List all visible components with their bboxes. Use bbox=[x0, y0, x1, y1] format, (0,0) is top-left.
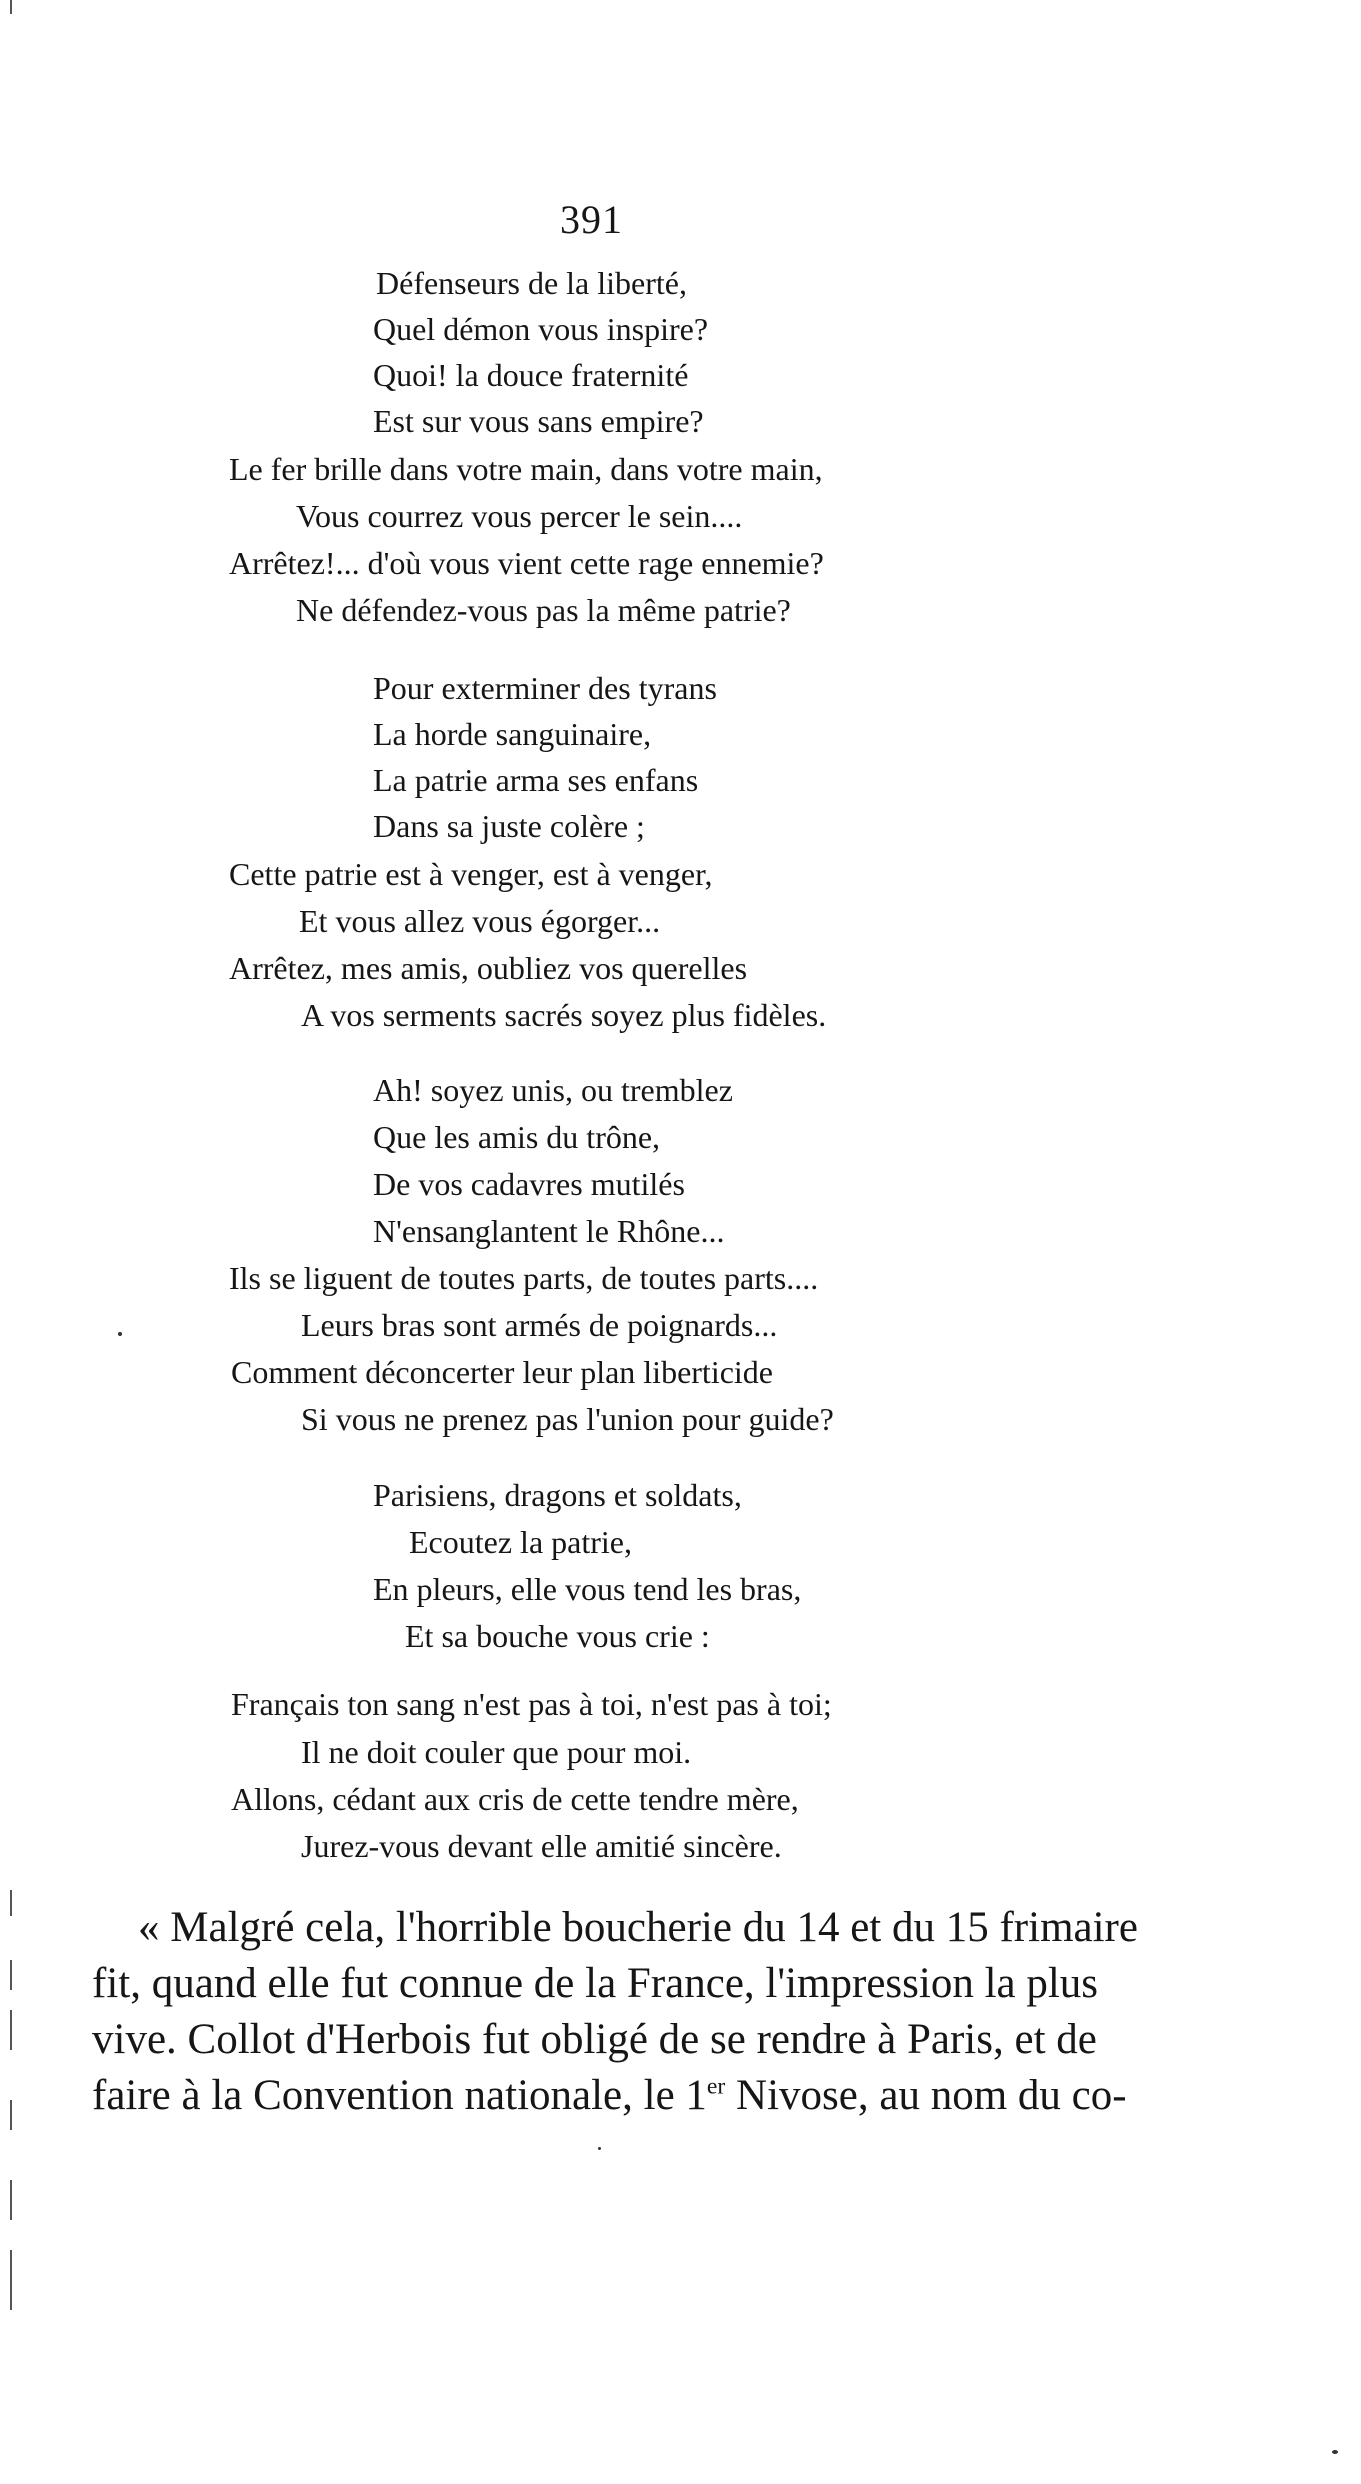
verse-line: La patrie arma ses enfans bbox=[373, 762, 699, 798]
verse-line: A vos serments sacrés soyez plus fidèles. bbox=[301, 997, 827, 1033]
verse-line: Vous courrez vous percer le sein.... bbox=[296, 498, 743, 534]
prose-line: fit, quand elle fut connue de la France, l'impression la plus bbox=[92, 1960, 1099, 2007]
verse-line: Le fer brille dans votre main, dans votre main, bbox=[229, 451, 823, 487]
verse-line: Comment déconcerter leur plan liberticide bbox=[231, 1354, 773, 1390]
verse-line: Parisiens, dragons et soldats, bbox=[373, 1477, 742, 1513]
scan-margin-mark bbox=[10, 2100, 12, 2130]
verse-line: Cette patrie est à venger, est à venger, bbox=[229, 856, 713, 892]
verse-line: Jurez-vous devant elle amitié sincère. bbox=[301, 1828, 782, 1864]
scan-margin-mark bbox=[10, 1960, 12, 1990]
prose-text: Nivose, au nom du co- bbox=[725, 2072, 1127, 2119]
verse-line: Et sa bouche vous crie : bbox=[405, 1618, 710, 1654]
scan-margin-mark bbox=[10, 2180, 12, 2220]
verse-line: Leurs bras sont armés de poignards... bbox=[301, 1307, 778, 1343]
scan-speck bbox=[598, 2147, 601, 2150]
verse-line: N'ensanglantent le Rhône... bbox=[373, 1213, 725, 1249]
verse-line: Et vous allez vous égorger... bbox=[299, 903, 661, 939]
verse-line: Il ne doit couler que pour moi. bbox=[301, 1734, 692, 1770]
verse-line: Si vous ne prenez pas l'union pour guide? bbox=[301, 1401, 834, 1437]
prose-text: faire à la Convention nationale, le 1 bbox=[92, 2072, 707, 2119]
verse-line: Arrêtez!... d'où vous vient cette rage ennemie? bbox=[229, 545, 824, 581]
ordinal-superscript: er bbox=[706, 2073, 726, 2100]
verse-line: Défenseurs de la liberté, bbox=[376, 265, 687, 301]
verse-line: Dans sa juste colère ; bbox=[373, 808, 645, 844]
scan-margin-mark bbox=[10, 0, 12, 14]
verse-line: Quoi! la douce fraternité bbox=[373, 357, 689, 393]
scan-margin-mark bbox=[10, 2010, 12, 2050]
verse-line: Ecoutez la patrie, bbox=[409, 1524, 632, 1560]
prose-line: « Malgré cela, l'horrible boucherie du 14 et du 15 frimaire bbox=[138, 1904, 1138, 1951]
verse-line: La horde sanguinaire, bbox=[373, 716, 652, 752]
verse-line: Ah! soyez unis, ou tremblez bbox=[373, 1072, 733, 1108]
prose-line: vive. Collot d'Herbois fut obligé de se rendre à Paris, et de bbox=[92, 2016, 1097, 2063]
scan-speck bbox=[1332, 2450, 1338, 2454]
prose-line bbox=[92, 2068, 1127, 2124]
scan-speck bbox=[118, 1332, 122, 1336]
verse-line: Que les amis du trône, bbox=[373, 1119, 661, 1155]
verse-line: Est sur vous sans empire? bbox=[373, 403, 704, 439]
verse-line: Arrêtez, mes amis, oubliez vos querelles bbox=[229, 950, 748, 986]
scan-margin-mark bbox=[10, 2250, 12, 2310]
verse-line: Français ton sang n'est pas à toi, n'est pas à toi; bbox=[231, 1686, 832, 1722]
verse-line: Quel démon vous inspire? bbox=[373, 311, 709, 347]
verse-line: En pleurs, elle vous tend les bras, bbox=[373, 1571, 802, 1607]
verse-line: Pour exterminer des tyrans bbox=[373, 670, 717, 706]
page-number: 391 bbox=[560, 197, 623, 242]
verse-line: Ne défendez-vous pas la même patrie? bbox=[296, 592, 791, 628]
scan-margin-mark bbox=[10, 1890, 12, 1916]
verse-line: Allons, cédant aux cris de cette tendre mère, bbox=[231, 1781, 799, 1817]
verse-line: Ils se liguent de toutes parts, de toutes parts.... bbox=[229, 1260, 819, 1296]
verse-line: De vos cadavres mutilés bbox=[373, 1166, 685, 1202]
